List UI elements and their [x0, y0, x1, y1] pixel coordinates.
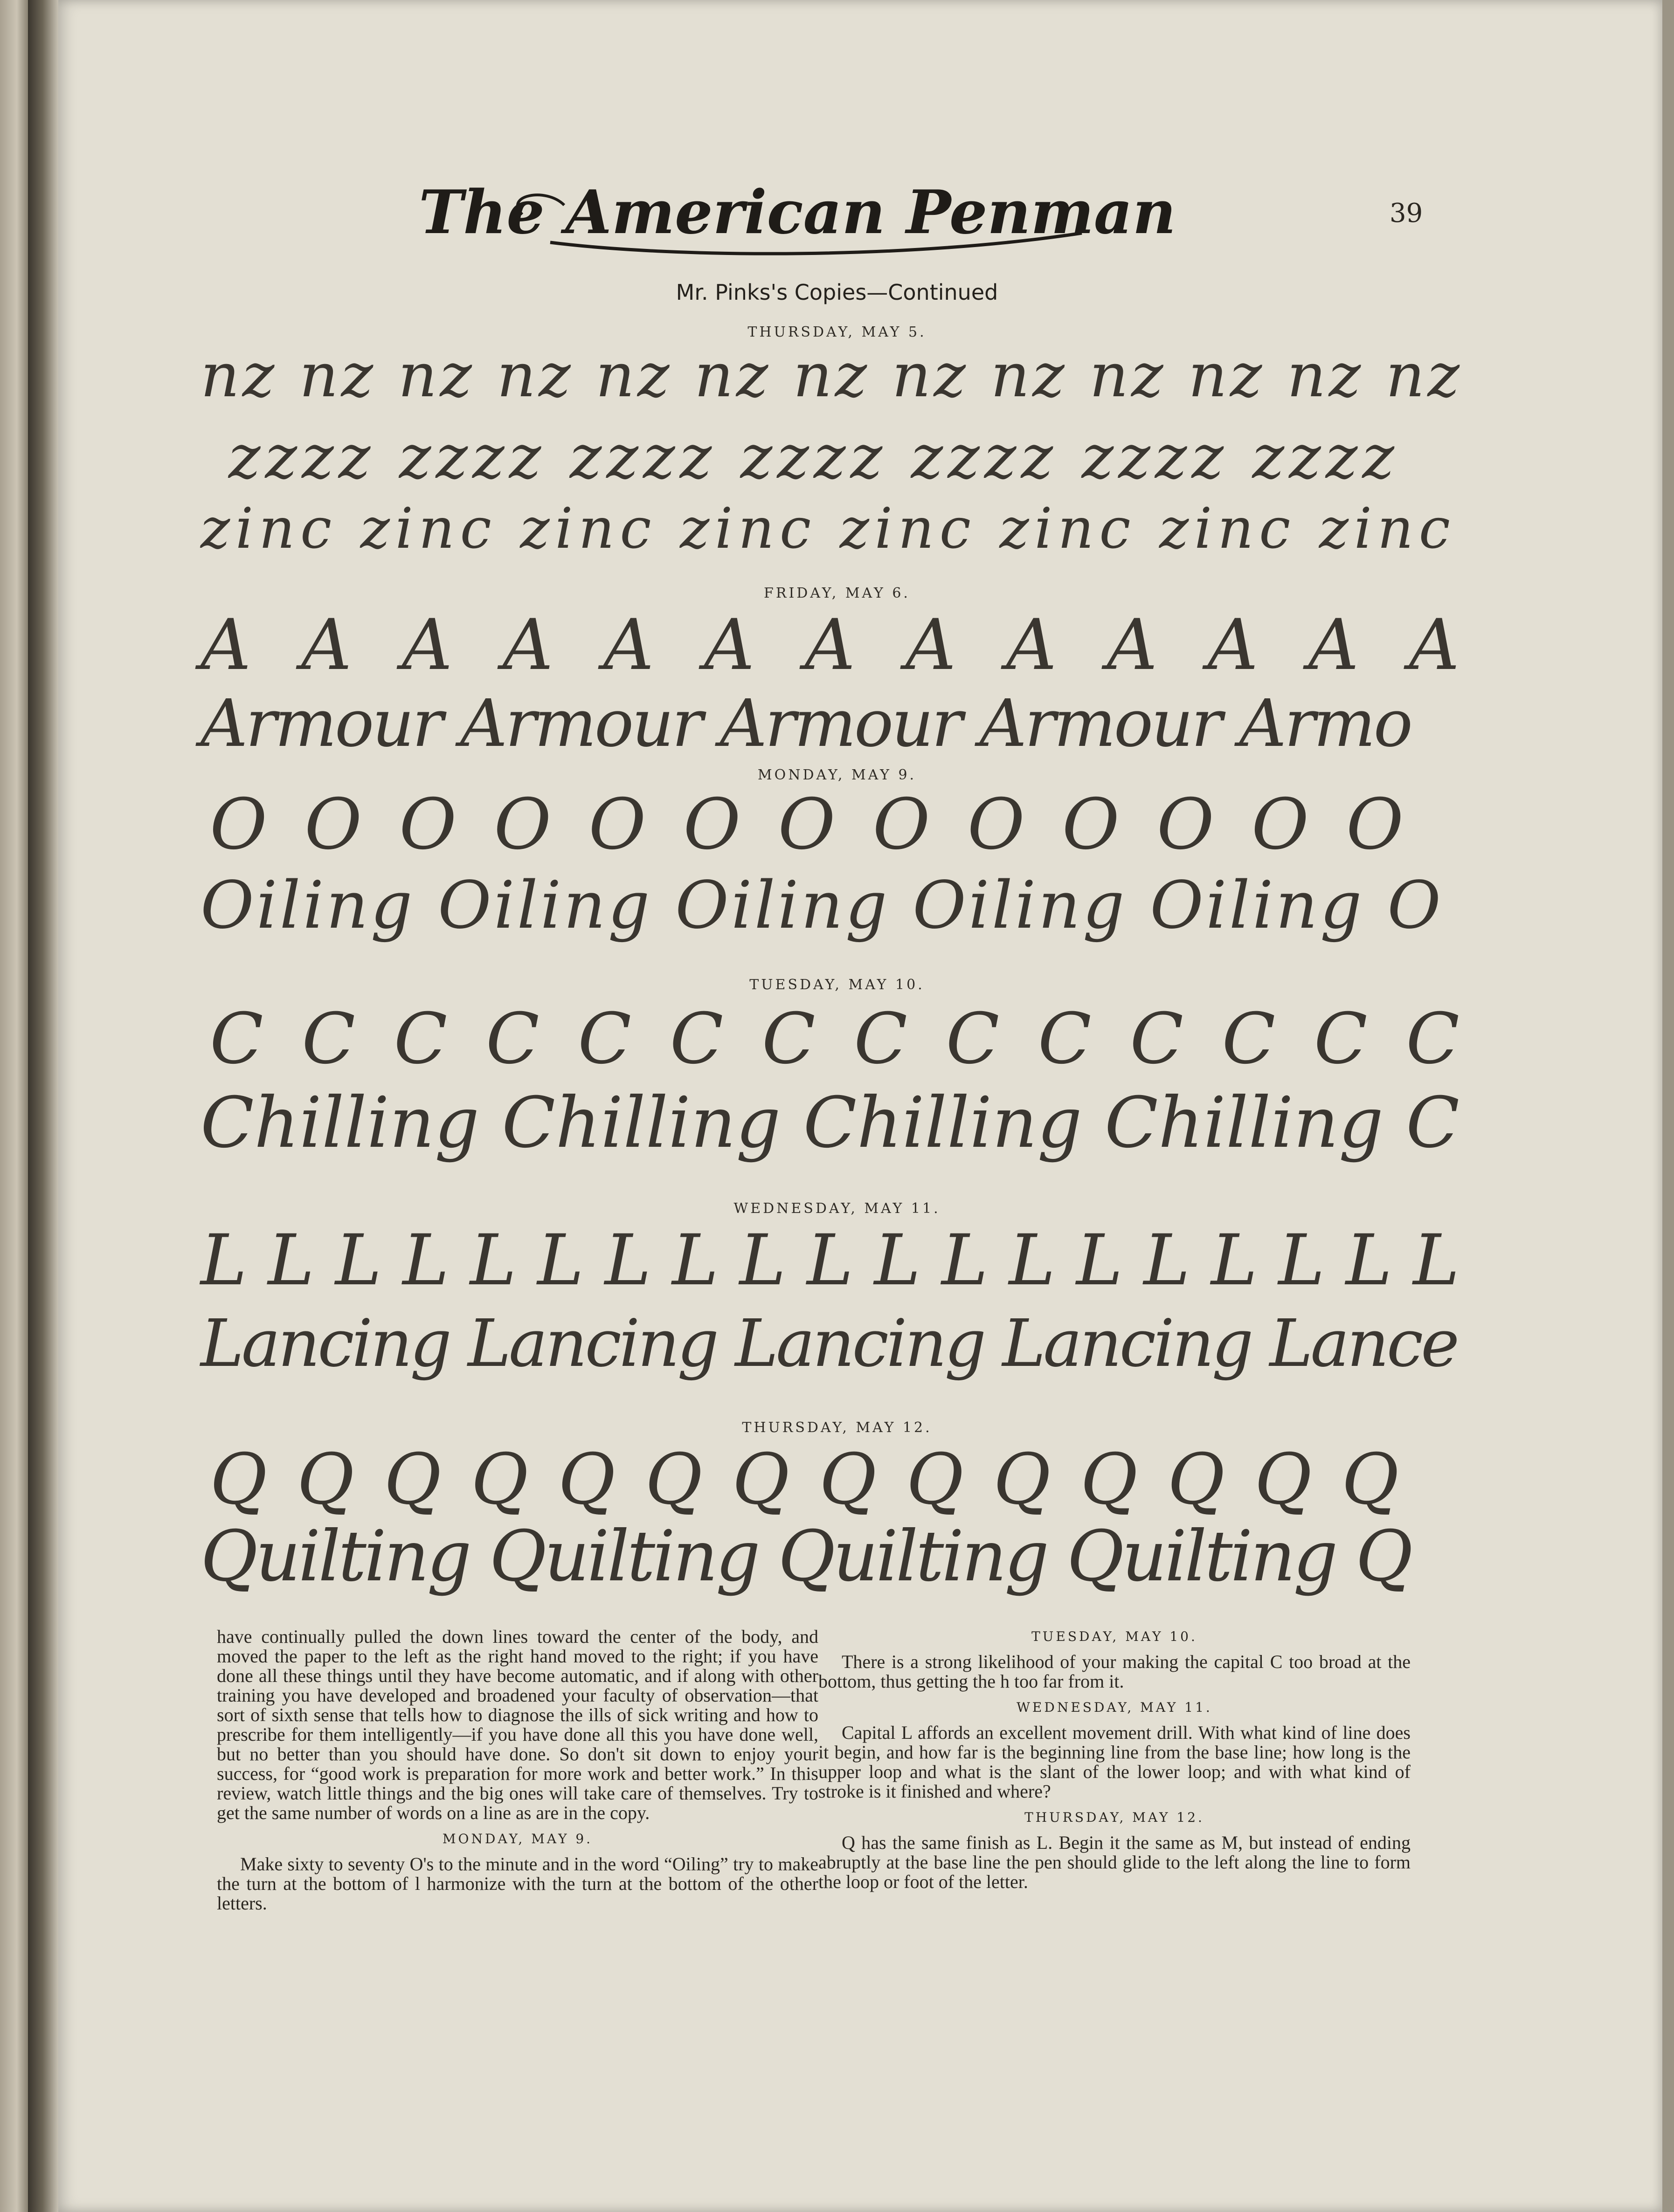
svg-text:zinc zinc zinc zinc zinc zinc: zinc zinc zinc zinc zinc zinc zinc zinc — [201, 496, 1451, 561]
paragraph: Capital L affords an excellent movement drill. With what kind of line does it begin, and how far is the beginning line from the base line; how long is the upper loop and what is the slant of the lower loop; and with what kind of stroke is it finished and where? — [818, 1722, 1411, 1802]
script-copy-line — [201, 999, 1469, 1082]
page-number: 39 — [1390, 198, 1423, 228]
day-label: TUESDAY, MAY 10. — [749, 977, 925, 993]
column-heading: TUESDAY, MAY 10. — [1031, 1629, 1197, 1644]
script-copy-line — [201, 1516, 1469, 1613]
svg-text:nz nz nz nz nz nz nz nz nz nz: nz nz nz nz nz nz nz nz nz nz nz nz nz — [201, 340, 1460, 411]
svg-text:Q Q Q Q Q Q Q Q Q Q Q Q Q Q: Q Q Q Q Q Q Q Q Q Q Q Q Q Q — [210, 1439, 1399, 1520]
masthead-logo-text: The American Penman — [419, 178, 1176, 248]
paragraph: There is a strong likelihood of your making the capital C too broad at the bottom, thus getting the h too far from it. — [818, 1651, 1411, 1692]
day-label: MONDAY, MAY 9. — [757, 767, 917, 783]
svg-text:zzzz zzzz zzzz zzzz zzzz zzzz: zzzz zzzz zzzz zzzz zzzz zzzz zzzz — [228, 421, 1394, 492]
script-copy-line — [201, 784, 1469, 867]
script-copy-line — [201, 421, 1469, 501]
script-copy-line — [201, 1439, 1469, 1522]
column-heading: WEDNESDAY, MAY 11. — [1017, 1700, 1212, 1715]
script-copy-line — [201, 340, 1469, 420]
script-copy-line — [201, 1306, 1469, 1399]
paragraph: Q has the same finish as L. Begin it the same as M, but instead of ending abruptly at the base line the pen should glide to the left along the line to form the loop or foot of the letter. — [818, 1832, 1411, 1892]
column-heading: THURSDAY, MAY 12. — [1024, 1810, 1204, 1825]
column-heading: MONDAY, MAY 9. — [442, 1831, 593, 1847]
script-copy-line — [201, 605, 1469, 688]
svg-text:O O O O O O O O O O O O O: O O O O O O O O O O O O O — [210, 784, 1404, 865]
svg-text:Quilting Quilting Quilting Qui: Quilting Quilting Quilting Quilting Q — [201, 1516, 1413, 1597]
svg-text:C C C C C C C C C C C C C C: C C C C C C C C C C C C C C — [210, 999, 1460, 1080]
day-label: WEDNESDAY, MAY 11. — [733, 1200, 941, 1217]
paragraph: have continually pulled the down lines toward the center of the body, and moved the paper to the left as the right hand moved to the right; if you have done all these things until they have become automatic, and if along with other training you have developed and broadened your faculty of observation—that sort of sixth sense that tells how to diagnose the ills of sick writing and how to prescribe for them intelligently—if you have done all this you have done well, but no better than you should have done. So don't sit down to enjoy your success, for “good work is preparation for more work and better work.” In this review, watch little things and the big ones will take care of themselves. Try to get the same number of words on a line as are in the copy. — [217, 1626, 818, 1823]
script-copy-line — [201, 496, 1469, 576]
script-copy-line — [201, 867, 1469, 960]
svg-text:Lancing Lancing Lancing Lancin: Lancing Lancing Lancing Lancing Lance — [201, 1306, 1460, 1382]
day-label: FRIDAY, MAY 6. — [764, 585, 910, 601]
left-text-column — [217, 1627, 818, 1913]
paragraph: Make sixty to seventy O's to the minute and in the word “Oiling” try to make the turn at the bottom of l harmonize with the turn at the bottom of the other letters. — [217, 1854, 818, 1914]
script-copy-line — [201, 1220, 1469, 1303]
svg-text:Armour Armour Armour Armour Ar: Armour Armour Armour Armour Armo — [201, 686, 1413, 762]
script-copy-line — [201, 1082, 1469, 1179]
right-text-column — [818, 1627, 1411, 1892]
svg-text:Chilling Chilling Chilling Chi: Chilling Chilling Chilling Chilling C — [201, 1082, 1460, 1164]
svg-text:Oiling Oiling Oiling Oiling Oi: Oiling Oiling Oiling Oiling Oiling O — [201, 868, 1441, 944]
section-subtitle: Mr. Pinks's Copies—Continued — [676, 280, 998, 305]
masthead-logo — [419, 177, 1176, 266]
svg-text:L L L L L L L L L L L L L L L: L L L L L L L L L L L L L L L L L L L — [201, 1220, 1460, 1301]
script-copy-line — [201, 686, 1469, 769]
day-label: THURSDAY, MAY 5. — [747, 324, 927, 340]
day-label: THURSDAY, MAY 12. — [742, 1420, 932, 1436]
svg-text:A A A A A A A A A A A A A: A A A A A A A A A A A A A — [201, 605, 1460, 686]
